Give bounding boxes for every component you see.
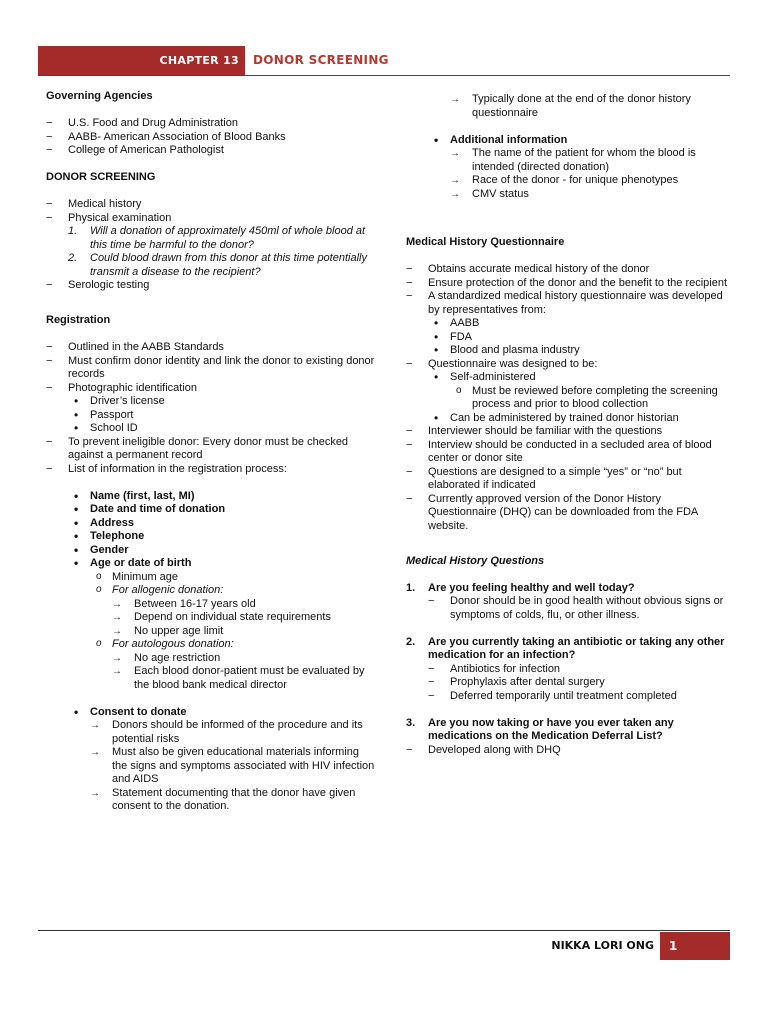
list-item: • Additional information bbox=[428, 134, 728, 148]
q2-answers bbox=[428, 663, 728, 704]
list-item: • Passport bbox=[68, 409, 376, 423]
list-item: o For autologous donation: bbox=[90, 638, 376, 652]
list-item: • Address bbox=[68, 517, 376, 531]
footer-author: NIKKA LORI ONG bbox=[551, 939, 654, 952]
list-item: • Consent to donate bbox=[68, 706, 376, 720]
list-item: → Between 16-17 years old bbox=[112, 598, 376, 612]
questions-list-2 bbox=[406, 636, 728, 663]
list-item: − Medical history bbox=[46, 198, 376, 212]
list-item: • Can be administered by trained donor historian bbox=[428, 412, 728, 426]
registration-heading: Registration bbox=[46, 314, 111, 326]
right-column bbox=[406, 90, 728, 757]
donor-screening-list bbox=[46, 198, 376, 225]
donor-screening-list-end bbox=[46, 279, 376, 293]
age-sublist bbox=[90, 571, 376, 598]
list-item: − Donor should be in good health without obvious signs or symptoms of colds, flu, or other illness. bbox=[428, 595, 728, 622]
governing-agencies-list bbox=[46, 117, 376, 158]
list-item: → Race of the donor - for unique phenotypes bbox=[450, 174, 728, 188]
list-item: − Developed along with DHQ bbox=[406, 744, 728, 758]
list-item: → No age restriction bbox=[112, 652, 376, 666]
list-item: • Date and time of donation bbox=[68, 503, 376, 517]
consent-heading-list bbox=[68, 706, 376, 720]
left-column bbox=[46, 90, 376, 814]
chapter-header bbox=[38, 46, 730, 76]
list-item: − Ensure protection of the donor and the benefit to the recipient bbox=[406, 277, 728, 291]
list-item: − College of American Pathologist bbox=[46, 144, 376, 158]
list-item: − A standardized medical history questionnaire was developed by representatives from: bbox=[406, 290, 728, 317]
question-item: 3. Are you now taking or have you ever taken any medications on the Medication Deferral List? bbox=[406, 716, 674, 742]
list-item: − Antibiotics for infection bbox=[428, 663, 728, 677]
designed-list bbox=[406, 358, 728, 372]
registration-list-2 bbox=[46, 436, 376, 477]
list-item: − Interview should be conducted in a secluded area of blood center or donor site bbox=[406, 439, 728, 466]
list-item: • Driver’s license bbox=[68, 395, 376, 409]
chapter-number: CHAPTER 13 bbox=[38, 46, 245, 75]
mhq-list-2 bbox=[406, 425, 728, 533]
question-item: 1. Are you feeling healthy and well today? bbox=[406, 581, 635, 594]
list-item: − Must confirm donor identity and link the donor to existing donor records bbox=[46, 355, 376, 382]
question-item: 2. Are you currently taking an antibiotic or taking any other medication for an infection? bbox=[406, 635, 725, 661]
list-item: 2. Could blood drawn from this donor at this time potentially transmit a disease to the recipient? bbox=[68, 252, 367, 278]
list-item: → Must also be given educational materials informing the signs and symptoms associated with HIV infection and AIDS bbox=[90, 746, 376, 787]
registration-list bbox=[46, 341, 376, 395]
q3-answers bbox=[406, 744, 728, 758]
list-item: − Outlined in the AABB Standards bbox=[46, 341, 376, 355]
donor-screening-heading: DONOR SCREENING bbox=[46, 171, 156, 183]
additional-heading-list bbox=[428, 134, 728, 148]
list-item: • Self-administered bbox=[428, 371, 728, 385]
list-item: → Donors should be informed of the procedure and its potential risks bbox=[90, 719, 376, 746]
footer-divider bbox=[38, 930, 730, 931]
top-arrow-list bbox=[450, 93, 728, 120]
list-item: → Typically done at the end of the donor history questionnaire bbox=[450, 93, 728, 120]
list-item: − Serologic testing bbox=[46, 279, 376, 293]
list-item: • School ID bbox=[68, 422, 376, 436]
self-admin-list bbox=[428, 371, 728, 385]
list-item: → Statement documenting that the donor have given consent to the donation. bbox=[90, 787, 376, 814]
list-item: − Photographic identification bbox=[46, 382, 376, 396]
list-item: • FDA bbox=[428, 331, 728, 345]
mhq-list bbox=[406, 263, 728, 317]
list-item: − AABB- American Association of Blood Banks bbox=[46, 131, 376, 145]
questions-heading: Medical History Questions bbox=[406, 554, 545, 567]
list-item: • Name (first, last, MI) bbox=[68, 490, 376, 504]
list-item: • Gender bbox=[68, 544, 376, 558]
additional-list bbox=[450, 147, 728, 201]
questions-list bbox=[406, 582, 728, 596]
allogenic-list bbox=[112, 598, 376, 639]
list-item: → CMV status bbox=[450, 188, 728, 202]
list-item: − Interviewer should be familiar with the questions bbox=[406, 425, 728, 439]
governing-agencies-heading: Governing Agencies bbox=[46, 90, 153, 102]
screening-questions bbox=[68, 225, 376, 279]
page-number: 1 bbox=[660, 932, 730, 960]
list-item: → Depend on individual state requirements bbox=[112, 611, 376, 625]
list-item: 1. Will a donation of approximately 450ml of whole blood at this time be harmful to the donor? bbox=[68, 225, 366, 251]
autologous-heading-list bbox=[90, 638, 376, 652]
list-item: − U.S. Food and Drug Administration bbox=[46, 117, 376, 131]
list-item: − Obtains accurate medical history of the donor bbox=[406, 263, 728, 277]
registration-info-list bbox=[68, 490, 376, 571]
list-item: → The name of the patient for whom the blood is intended (directed donation) bbox=[450, 147, 728, 174]
list-item: − Questionnaire was designed to be: bbox=[406, 358, 728, 372]
list-item: − Deferred temporarily until treatment completed bbox=[428, 690, 728, 704]
trained-list bbox=[428, 412, 728, 426]
list-item: • Telephone bbox=[68, 530, 376, 544]
autologous-list bbox=[112, 652, 376, 693]
list-item: o Must be reviewed before completing the screening process and prior to blood collection bbox=[450, 385, 728, 412]
photo-id-list bbox=[68, 395, 376, 436]
list-item: − Prophylaxis after dental surgery bbox=[428, 676, 728, 690]
list-item: − Physical examination bbox=[46, 212, 376, 226]
list-item: • AABB bbox=[428, 317, 728, 331]
consent-list bbox=[90, 719, 376, 814]
questions-list-3 bbox=[406, 717, 728, 744]
list-item: → No upper age limit bbox=[112, 625, 376, 639]
list-item: − To prevent ineligible donor: Every donor must be checked against a permanent record bbox=[46, 436, 376, 463]
q1-answers bbox=[428, 595, 728, 622]
list-item: − Questions are designed to a simple “yes” or “no” but elaborated if indicated bbox=[406, 466, 728, 493]
representatives-list bbox=[428, 317, 728, 358]
self-admin-sublist bbox=[450, 385, 728, 412]
list-item: − Currently approved version of the Donor History Questionnaire (DHQ) can be downloaded from the FDA website. bbox=[406, 493, 728, 534]
mhq-heading: Medical History Questionnaire bbox=[406, 236, 565, 248]
chapter-title: DONOR SCREENING bbox=[253, 53, 389, 67]
list-item: o Minimum age bbox=[90, 571, 376, 585]
list-item: − List of information in the registration process: bbox=[46, 463, 376, 477]
list-item: → Each blood donor-patient must be evaluated by the blood bank medical director bbox=[112, 665, 376, 692]
list-item: • Age or date of birth bbox=[68, 557, 376, 571]
list-item: o For allogenic donation: bbox=[90, 584, 376, 598]
list-item: • Blood and plasma industry bbox=[428, 344, 728, 358]
